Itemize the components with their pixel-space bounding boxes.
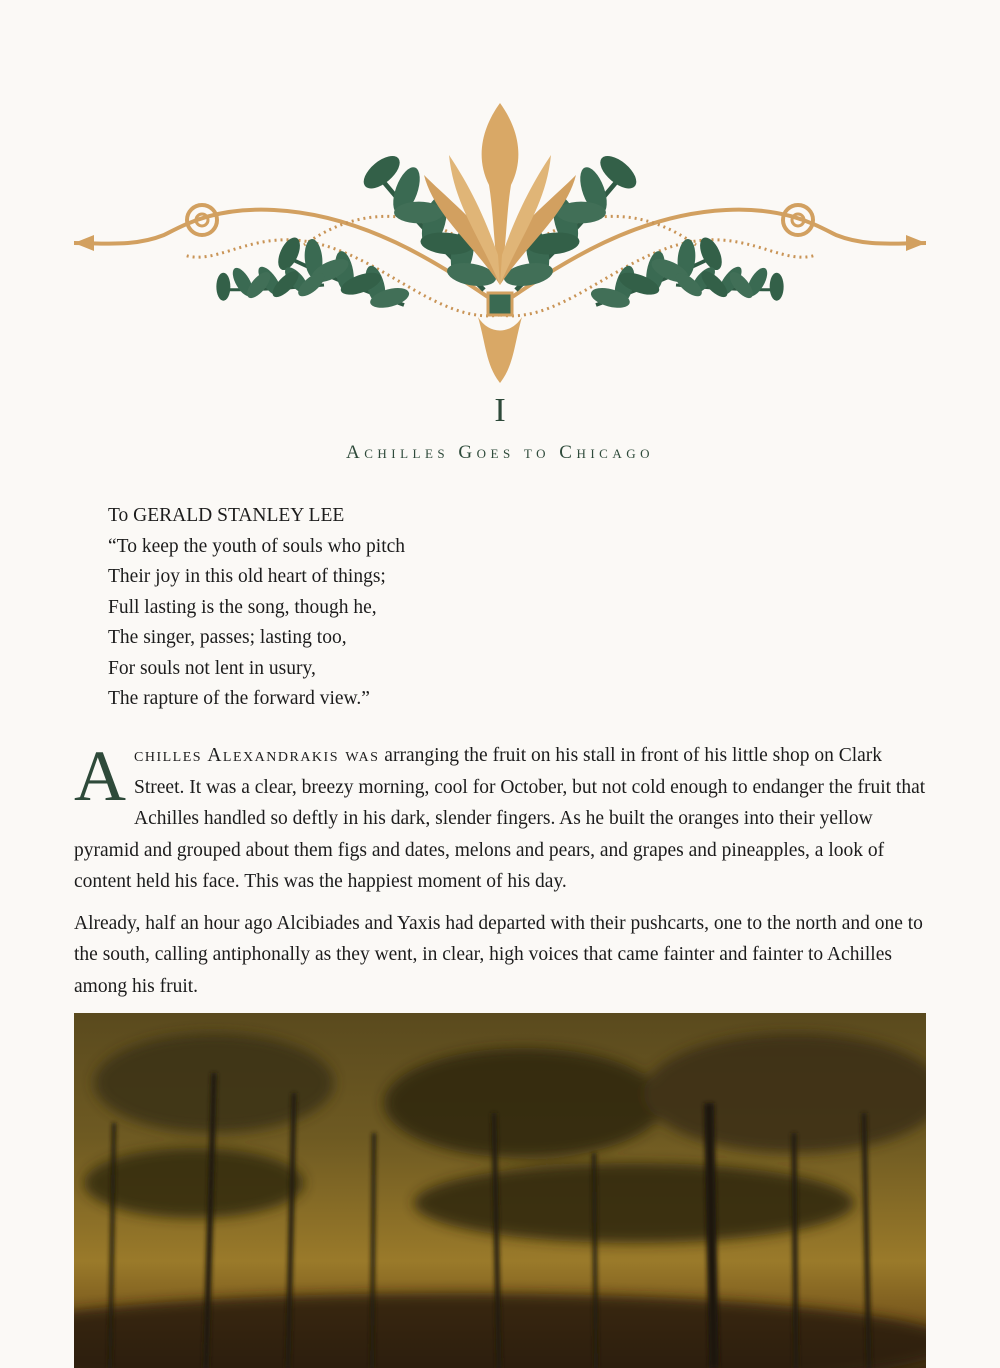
landscape-painting: [74, 1013, 926, 1368]
paragraph: Already, half an hour ago Alcibiades and Yaxis had departed with their pushcarts, one to the north and one to the south, calling antiphonally as they went, in clear, high voices that came fainter and fainter to Achilles among his fruit.: [74, 912, 923, 997]
chapter-body: [74, 736, 926, 1002]
epigraph-line: Full lasting is the song, though he,: [108, 596, 377, 618]
epigraph-line: Their joy in this old heart of things;: [108, 566, 386, 587]
epigraph-line: For souls not lent in usury,: [108, 657, 316, 679]
drop-cap: A: [74, 736, 126, 816]
decorative-ornament: [74, 95, 926, 390]
chapter-title: Achilles Goes to Chicago: [345, 442, 654, 463]
epigraph: [108, 501, 808, 715]
paragraph: [74, 736, 926, 898]
epigraph-line: The rapture of the forward view.”: [108, 688, 370, 709]
lead-in-small-caps: chilles Alexandrakis was: [134, 745, 380, 766]
paragraph-text: arranging the fruit on his stall in front of his little shop on Clark Street. It was a clear, breezy morning, cool for October, but not cold enough to endanger the fruit that Achilles handled so deftly in his dark, slender fingers. As he built the oranges into their yellow pyramid and grouped about them figs and dates, melons and pears, and grapes and pineapples, a look of content held his face. This was the happiest moment of his day.: [74, 745, 926, 892]
epigraph-line: To GERALD STANLEY LEE: [108, 505, 345, 526]
epigraph-line: The singer, passes; lasting too,: [108, 627, 347, 648]
chapter-number: I: [494, 392, 506, 429]
epigraph-line: “To keep the youth of souls who pitch: [108, 535, 406, 557]
